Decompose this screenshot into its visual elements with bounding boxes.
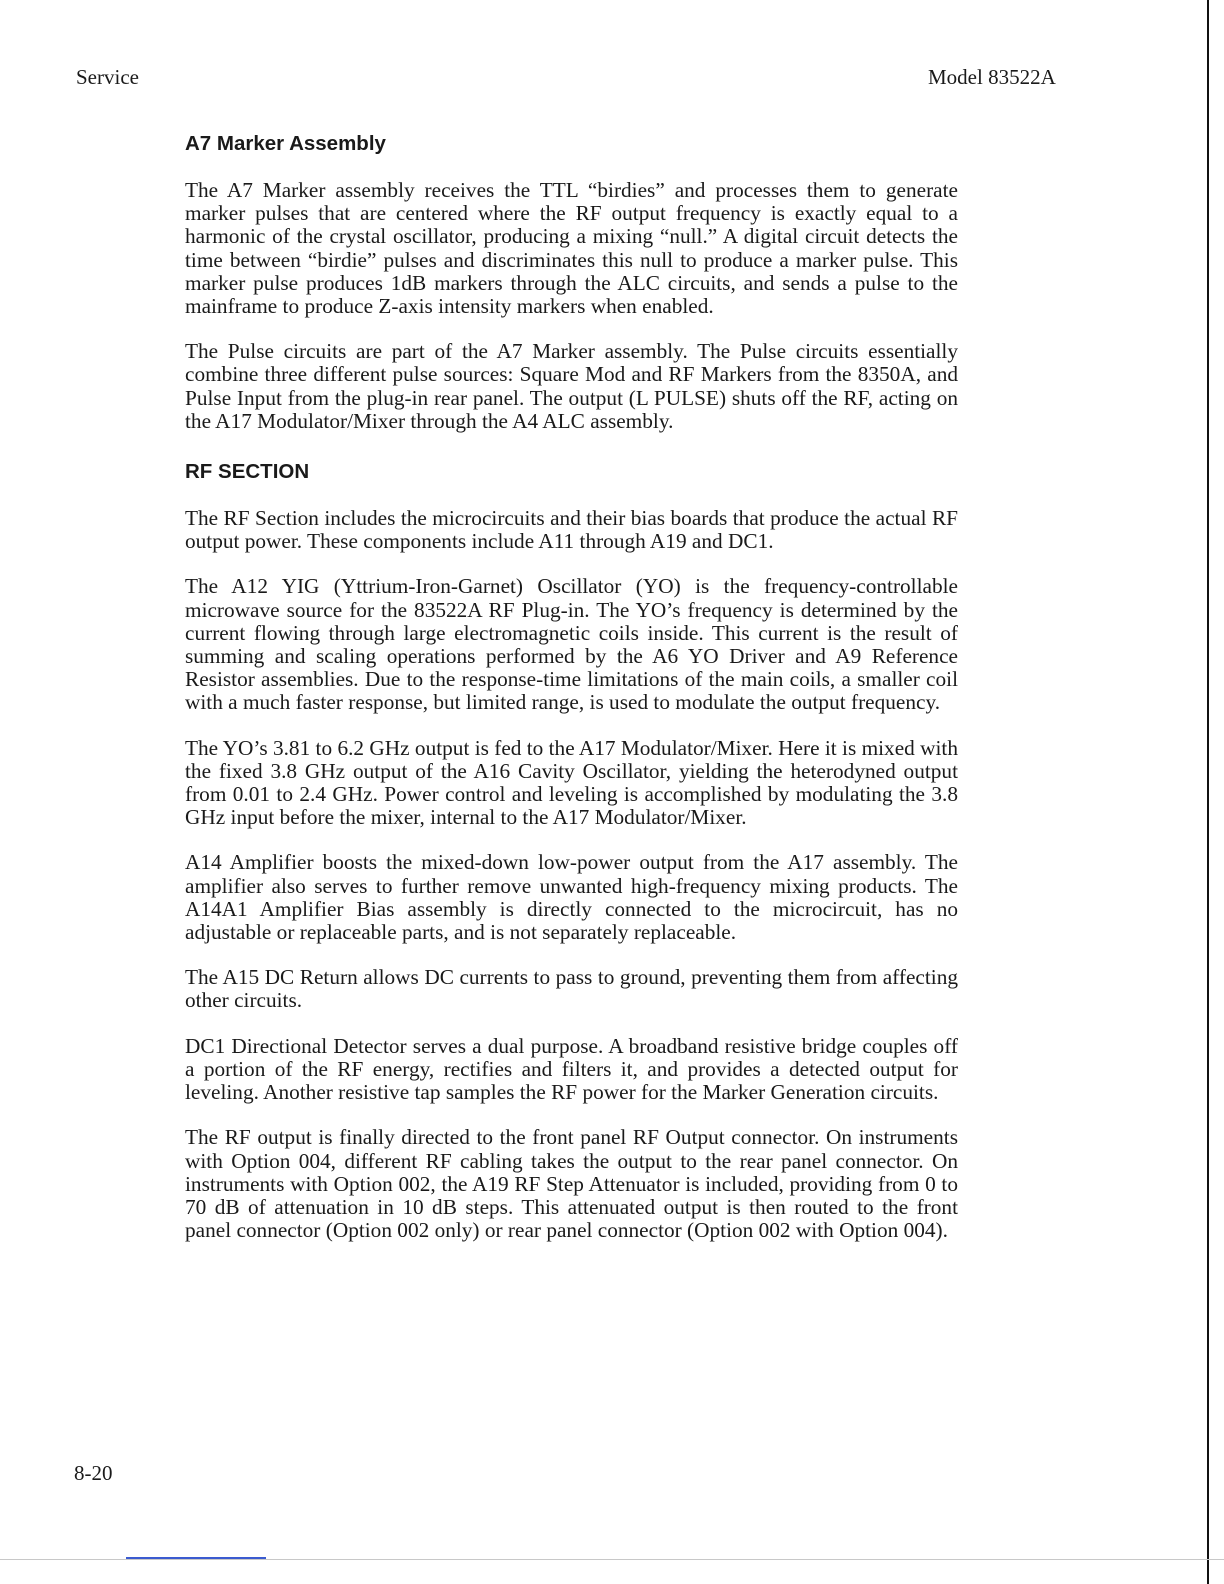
paragraph-a14-amplifier: A14 Amplifier boosts the mixed-down low-power output from the A17 assembly. The amplifier also serves to further remove unwanted high-frequency mixing products. The A14A1 Amplifier Bias assembly is directly connected to the microcircuit, has no adjustable or replaceable parts, and is not separately replaceable.: [185, 850, 958, 945]
paragraph-yig-oscillator: The A12 YIG (Yttrium-Iron-Garnet) Oscillator (YO) is the frequency-controllable microwave source for the 83522A RF Plug-in. The YO’s frequency is determined by the current flowing through large electromagnetic coils inside. This current is the result of summing and scaling operations performed by the A6 YO Driver and A9 Reference Resistor assemblies. Due to the response-time limitations of the main coils, a smaller coil with a much faster response, but limited range, is used to modulate the output frequency.: [185, 574, 958, 715]
paragraph-a15-dc-return: The A15 DC Return allows DC currents to pass to ground, preventing them from affecting other circuits.: [185, 965, 958, 1013]
paragraph-pulse-circuits: The Pulse circuits are part of the A7 Marker assembly. The Pulse circuits essentially combine three different pulse sources: Square Mod and RF Markers from the 8350A, and Pulse Input from the plug-in rear panel. The output (L PULSE) shuts off the RF, acting on the A17 Modulator/Mixer through the A4 ALC assembly.: [185, 339, 958, 433]
heading-rf-section: RF SECTION: [185, 460, 310, 484]
page-body: [185, 131, 958, 1242]
heading-a7-marker-assembly: A7 Marker Assembly: [185, 132, 386, 155]
bottom-edge-rule: [0, 1559, 1224, 1560]
running-head-section: Service: [76, 65, 139, 89]
bottom-blue-mark: [126, 1557, 266, 1559]
page-number: 8-20: [74, 1461, 113, 1485]
paragraph-a7-marker-operation: The A7 Marker assembly receives the TTL “birdies” and processes them to generate marker pulses that are centered where the RF output frequency is exactly equal to a harmonic of the crystal oscillator, producing a mixing “null.” A digital circuit detects the time between “birdie” pulses and discriminates this null to produce a marker pulse. This marker pulse produces 1dB markers through the ALC circuits, and sends a pulse to the mainframe to produce Z-axis intensity markers when enabled.: [185, 178, 958, 319]
paragraph-modulator-mixer: The YO’s 3.81 to 6.2 GHz output is fed to the A17 Modulator/Mixer. Here it is mixed with the fixed 3.8 GHz output of the A16 Cavity Oscillator, yielding the heterodyned output from 0.01 to 2.4 GHz. Power control and leveling is accomplished by modulating the 3.8 GHz input before the mixer, internal to the A17 Modulator/Mixer.: [185, 735, 958, 830]
running-head-model: Model 83522A: [928, 65, 1056, 89]
paragraph-rf-output-routing: The RF output is finally directed to the front panel RF Output connector. On instruments with Option 004, different RF cabling takes the output to the rear panel connector. On instruments with Option 002, the A19 RF Step Attenuator is included, providing from 0 to 70 dB of attenuation in 10 dB steps. This attenuated output is then routed to the front panel connector (Option 002 only) or rear panel connector (Option 002 with Option 004).: [185, 1125, 958, 1243]
paragraph-rf-section-overview: The RF Section includes the microcircuits and their bias boards that produce the actual RF output power. These components include A11 through A19 and DC1.: [185, 506, 958, 554]
right-edge-rule: [1207, 0, 1209, 1584]
paragraph-dc1-directional-detector: DC1 Directional Detector serves a dual purpose. A broadband resistive bridge couples off a portion of the RF energy, rectifies and filters it, and provides a detected output for leveling. Another resistive tap samples the RF power for the Marker Generation circuits.: [185, 1033, 958, 1105]
